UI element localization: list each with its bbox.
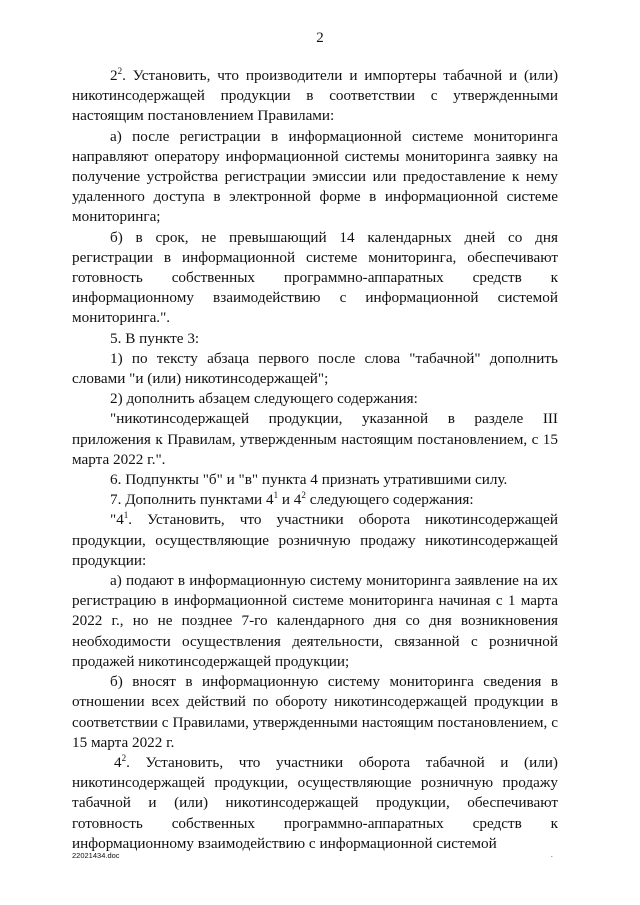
item-4-1-subitem-b: б) вносят в информационную систему мониторинга сведения в отношении всех действий по обороту никотинсодержащей продукции в соответствии с Правилами, утвержденными настоящим постановлением, с 15 марта 2022 г. [72, 673, 558, 751]
item-4-1 [72, 510, 558, 571]
superscript: 2 [117, 66, 123, 76]
subitem-a: а) после регистрации в информационной системе мониторинга направляют оператору информационной системы мониторинга заявку на получение устройства регистрации эмиссии или предоставление к нему удаленного доступа в электронной форме в информационной системе мониторинга; [72, 127, 558, 226]
superscript: 2 [121, 752, 127, 763]
page-number: 2 [316, 30, 324, 46]
paragraph-text: . Установить, что участники оборота табачной и (или) никотинсодержащей продукции, осуществляющие розничную продажу табачной и (или) никотинсодержащей продукции, обеспечивают готовность собственных программно-аппаратных средств к информационному взаимодействию с информационной системой [72, 753, 558, 852]
document-body [72, 66, 558, 854]
superscript: 1 [123, 510, 129, 521]
item-4-1-subitem-a: а) подают в информационную систему мониторинга заявление на их регистрацию в информационной системе мониторинга начиная с 1 марта 2022 г., но не позднее 7-го календарного дня со дня возникновения необходимости осуществления деятельности, связанной с розничной продажей никотинсодержащей продукции; [72, 572, 558, 670]
subitem-b: б) в срок, не превышающий 14 календарных дней со дня регистрации в информационной системе мониторинга, обеспечивают готовность собственных программно-аппаратных средств к информационному взаимодействию с информационной системой мониторинга.". [72, 228, 558, 327]
paragraph-text: следующего содержания: [305, 491, 474, 509]
superscript: 2 [301, 490, 306, 501]
paragraph-2-2 [72, 66, 558, 127]
superscript: 1 [273, 490, 279, 501]
paragraph-text: "4 [110, 511, 124, 529]
item-7 [72, 490, 558, 510]
document-filename: 22021434.doc [72, 851, 120, 860]
item-5-subitem-1: 1) по тексту абзаца первого после слова "табачной" дополнить словами "и (или) никотинсодержащей"; [72, 349, 558, 388]
item-number: 2 [110, 67, 118, 84]
margin-mark: . [551, 851, 553, 859]
paragraph-text: . Установить, что участники оборота никотинсодержащей продукции, осуществляющие розничную продажу никотинсодержащей продукции: [72, 511, 558, 569]
paragraph-text: и 4 [278, 491, 302, 509]
item-6: 6. Подпункты "б" и "в" пункта 4 признать утратившими силу. [110, 471, 508, 489]
paragraph-text: . Установить, что производители и импортеры табачной и (или) никотинсодержащей продукции в соответствии с утвержденными настоящим постановлением Правилами: [72, 67, 558, 125]
item-5-quoted-text: "никотинсодержащей продукции, указанной в разделе III приложения к Правилам, утвержденным настоящим постановлением, с 15 марта 2022 г.". [72, 410, 558, 468]
paragraph-text: 7. Дополнить пунктами 4 [110, 491, 274, 509]
item-5: 5. В пункте 3: [110, 329, 200, 347]
item-5-subitem-2: 2) дополнить абзацем следующего содержания: [110, 390, 418, 408]
item-4-2 [72, 753, 558, 854]
paragraph-text: 4 [114, 753, 122, 771]
